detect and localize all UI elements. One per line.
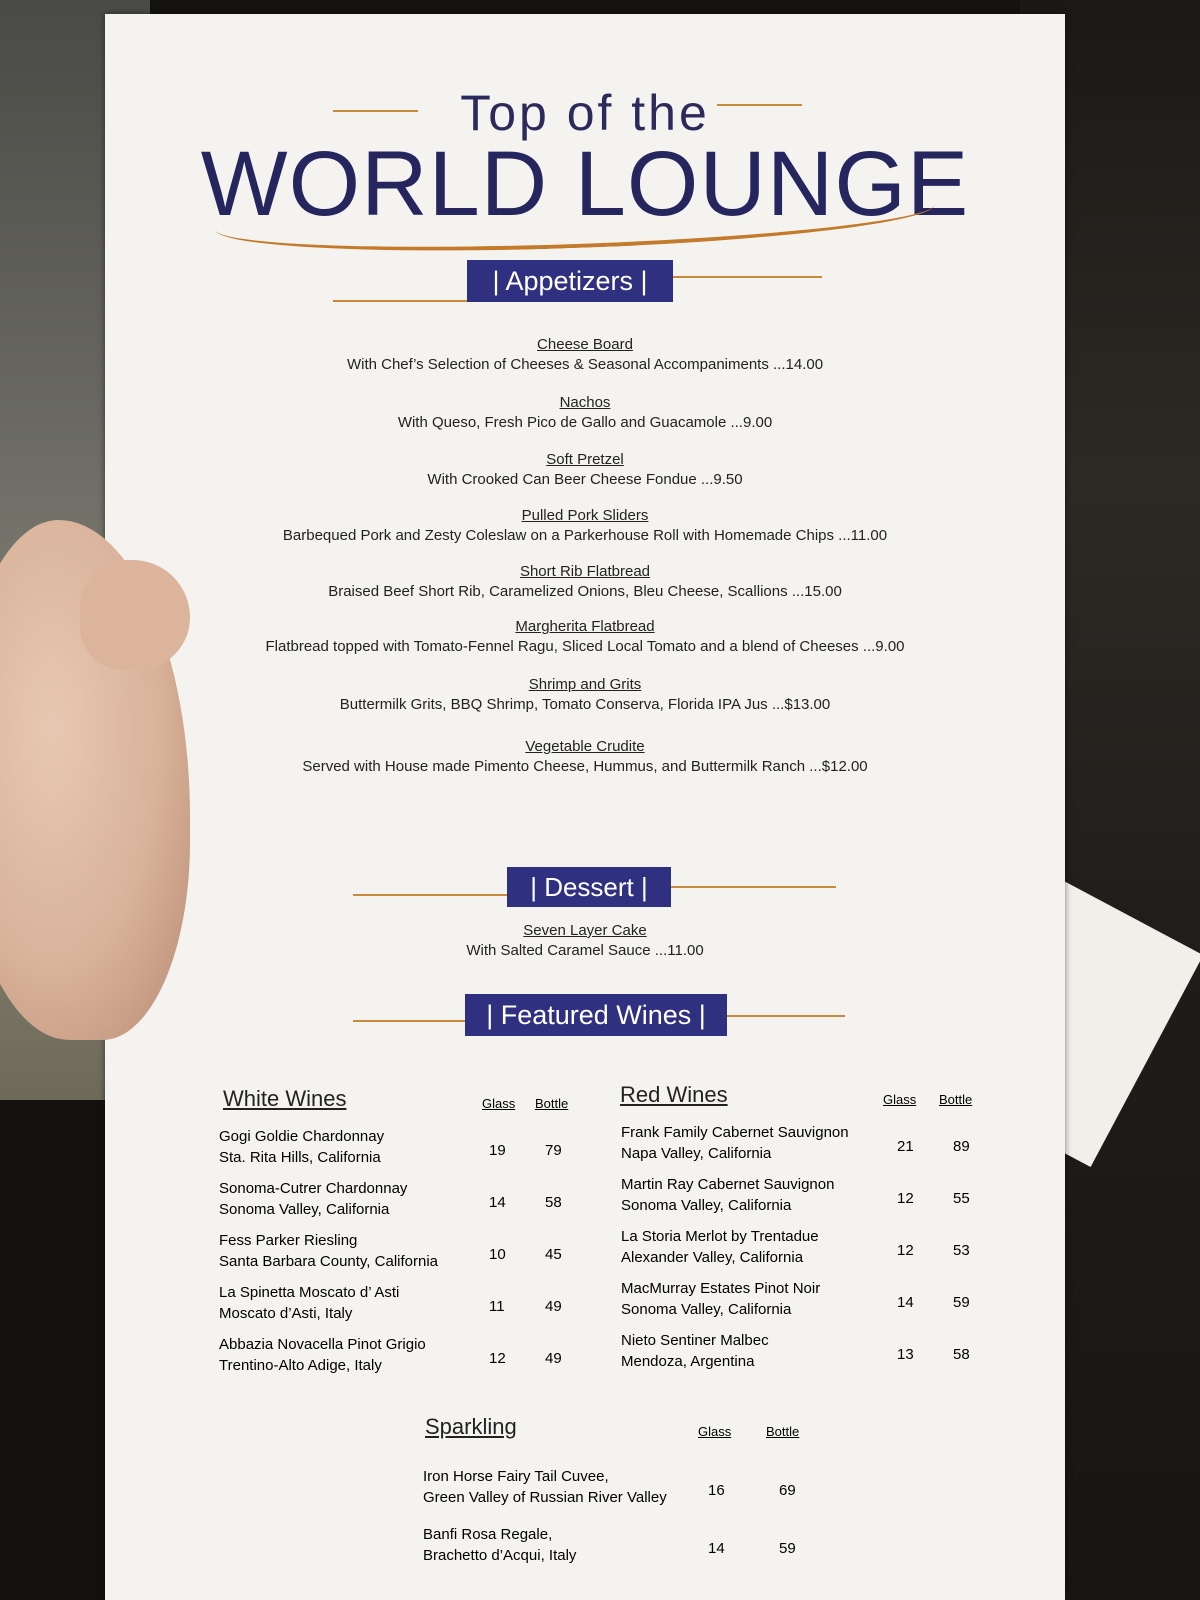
appetizer-item — [105, 563, 1065, 600]
appetizer-description: With Crooked Can Beer Cheese Fondue ...9.50 — [427, 471, 743, 488]
wine-name: Abbazia Novacella Pinot Grigio — [219, 1336, 426, 1353]
dessert-heading: | Dessert | — [507, 867, 671, 907]
wine-entry — [219, 1334, 426, 1376]
appetizer-name: Cheese Board — [537, 336, 633, 353]
appetizer-description: Barbequed Pork and Zesty Coleslaw on a Parkerhouse Roll with Homemade Chips ...11.00 — [282, 527, 888, 544]
red-wines-title: Red Wines — [620, 1082, 728, 1107]
wine-name: MacMurray Estates Pinot Noir — [621, 1280, 821, 1297]
appetizers-rule-left — [333, 300, 468, 302]
title-line2: WORLD LOUNGE — [200, 133, 970, 235]
wine-name: Gogi Goldie Chardonnay — [219, 1128, 385, 1145]
wine-glass-price: 14 — [708, 1540, 725, 1557]
wine-bottle-price: 49 — [545, 1298, 562, 1315]
wine-region: Mendoza, Argentina — [621, 1353, 755, 1370]
appetizer-name: Short Rib Flatbread — [519, 563, 651, 580]
wines-heading: | Featured Wines | — [465, 994, 727, 1036]
white-bottle-header: Bottle — [535, 1096, 569, 1111]
red-glass-header: Glass — [883, 1092, 917, 1107]
sparkling-title: Sparkling — [425, 1414, 517, 1439]
wine-bottle-price: 53 — [953, 1242, 970, 1259]
wine-region: Alexander Valley, California — [621, 1249, 804, 1266]
wine-glass-price: 12 — [897, 1190, 914, 1207]
white-wines-title: White Wines — [223, 1086, 347, 1111]
appetizer-description: With Queso, Fresh Pico de Gallo and Guacamole ...9.00 — [397, 414, 773, 431]
sparkling-section — [425, 1414, 517, 1440]
wine-bottle-price: 49 — [545, 1350, 562, 1367]
wine-glass-price: 13 — [897, 1346, 914, 1363]
wine-bottle-price: 58 — [545, 1194, 562, 1211]
wine-region: Brachetto d’Acqui, Italy — [423, 1547, 577, 1564]
wine-region: Sta. Rita Hills, California — [219, 1149, 381, 1166]
wines-rule-right — [727, 1015, 845, 1017]
wine-entry — [219, 1178, 407, 1220]
wine-name: Frank Family Cabernet Sauvignon — [621, 1124, 849, 1141]
wine-name: Martin Ray Cabernet Sauvignon — [621, 1176, 835, 1193]
wine-bottle-price: 58 — [953, 1346, 970, 1363]
wine-bottle-price: 89 — [953, 1138, 970, 1155]
appetizer-description: Flatbread topped with Tomato-Fennel Ragu, Sliced Local Tomato and a blend of Cheeses ...9.00 — [265, 638, 905, 655]
dessert-description: With Salted Caramel Sauce ...11.00 — [466, 942, 704, 959]
wine-region: Green Valley of Russian River Valley — [423, 1489, 667, 1506]
wine-entry — [621, 1174, 834, 1216]
wine-glass-price: 12 — [897, 1242, 914, 1259]
appetizer-item — [105, 618, 1065, 655]
wine-glass-price: 10 — [489, 1246, 506, 1263]
appetizer-description: Served with House made Pimento Cheese, Hummus, and Buttermilk Ranch ...$12.00 — [302, 758, 868, 775]
wines-rule-left — [353, 1020, 465, 1022]
wine-entry — [219, 1126, 384, 1168]
appetizer-item — [105, 676, 1065, 713]
wine-region: Moscato d’Asti, Italy — [219, 1305, 353, 1322]
wine-bottle-price: 59 — [779, 1540, 796, 1557]
wine-glass-price: 19 — [489, 1142, 506, 1159]
wine-bottle-price: 45 — [545, 1246, 562, 1263]
wine-name: Nieto Sentiner Malbec — [621, 1332, 769, 1349]
appetizer-name: Shrimp and Grits — [528, 676, 642, 693]
wine-region: Sonoma Valley, California — [621, 1197, 792, 1214]
wine-bottle-price: 59 — [953, 1294, 970, 1311]
wine-name: Fess Parker Riesling — [219, 1232, 358, 1249]
wine-entry — [621, 1278, 820, 1320]
wine-region: Trentino-Alto Adige, Italy — [219, 1357, 382, 1374]
wine-glass-price: 11 — [489, 1298, 505, 1315]
wine-glass-price: 14 — [897, 1294, 914, 1311]
wine-bottle-price: 79 — [545, 1142, 562, 1159]
appetizer-description: Buttermilk Grits, BBQ Shrimp, Tomato Conserva, Florida IPA Jus ...$13.00 — [339, 696, 831, 713]
wine-entry — [219, 1282, 399, 1324]
wine-region: Sonoma Valley, California — [219, 1201, 390, 1218]
dessert-rule-right — [671, 886, 836, 888]
wine-region: Santa Barbara County, California — [219, 1253, 439, 1270]
wine-bottle-price: 55 — [953, 1190, 970, 1207]
white-wines-section — [223, 1086, 346, 1112]
appetizer-description: With Chef’s Selection of Cheeses & Seasonal Accompaniments ...14.00 — [346, 356, 824, 373]
wine-name: La Spinetta Moscato d’ Asti — [219, 1284, 400, 1301]
wine-region: Napa Valley, California — [621, 1145, 772, 1162]
wine-name: La Storia Merlot by Trentadue — [621, 1228, 819, 1245]
appetizer-name: Vegetable Crudite — [525, 738, 645, 755]
appetizer-item — [105, 394, 1065, 431]
wine-name: Iron Horse Fairy Tail Cuvee, — [423, 1468, 609, 1485]
sparkling-glass-header: Glass — [698, 1424, 732, 1439]
wine-entry — [423, 1524, 576, 1566]
dessert-item — [105, 922, 1065, 959]
appetizer-name: Nachos — [559, 394, 611, 411]
appetizer-name: Margherita Flatbread — [515, 618, 655, 635]
wine-region: Sonoma Valley, California — [621, 1301, 792, 1318]
appetizers-rule-right — [672, 276, 822, 278]
wine-bottle-price: 69 — [779, 1482, 796, 1499]
wine-entry — [423, 1466, 667, 1508]
dessert-rule-left — [353, 894, 508, 896]
appetizer-item — [105, 507, 1065, 544]
wine-glass-price: 21 — [897, 1138, 914, 1155]
thumb — [80, 560, 190, 670]
dessert-name: Seven Layer Cake — [523, 922, 647, 939]
appetizer-name: Soft Pretzel — [546, 451, 624, 468]
menu-sheet — [105, 14, 1065, 1600]
wine-entry — [621, 1226, 819, 1268]
wine-entry — [621, 1122, 849, 1164]
wine-glass-price: 14 — [489, 1194, 506, 1211]
wine-name: Sonoma-Cutrer Chardonnay — [219, 1180, 408, 1197]
wine-glass-price: 12 — [489, 1350, 506, 1367]
appetizer-description: Braised Beef Short Rib, Caramelized Onions, Bleu Cheese, Scallions ...15.00 — [328, 583, 842, 600]
title-line1: Top of the — [460, 85, 710, 141]
red-bottle-header: Bottle — [939, 1092, 973, 1107]
appetizer-name: Pulled Pork Sliders — [521, 507, 649, 524]
sparkling-bottle-header: Bottle — [766, 1424, 800, 1439]
appetizers-heading: | Appetizers | — [467, 260, 673, 302]
wine-entry — [219, 1230, 438, 1272]
wine-entry — [621, 1330, 769, 1372]
white-glass-header: Glass — [482, 1096, 516, 1111]
wine-name: Banfi Rosa Regale, — [423, 1526, 553, 1543]
wine-glass-price: 16 — [708, 1482, 725, 1499]
red-wines-section — [620, 1082, 728, 1108]
appetizer-item — [105, 738, 1065, 775]
appetizer-item — [105, 451, 1065, 488]
appetizer-item — [105, 336, 1065, 373]
